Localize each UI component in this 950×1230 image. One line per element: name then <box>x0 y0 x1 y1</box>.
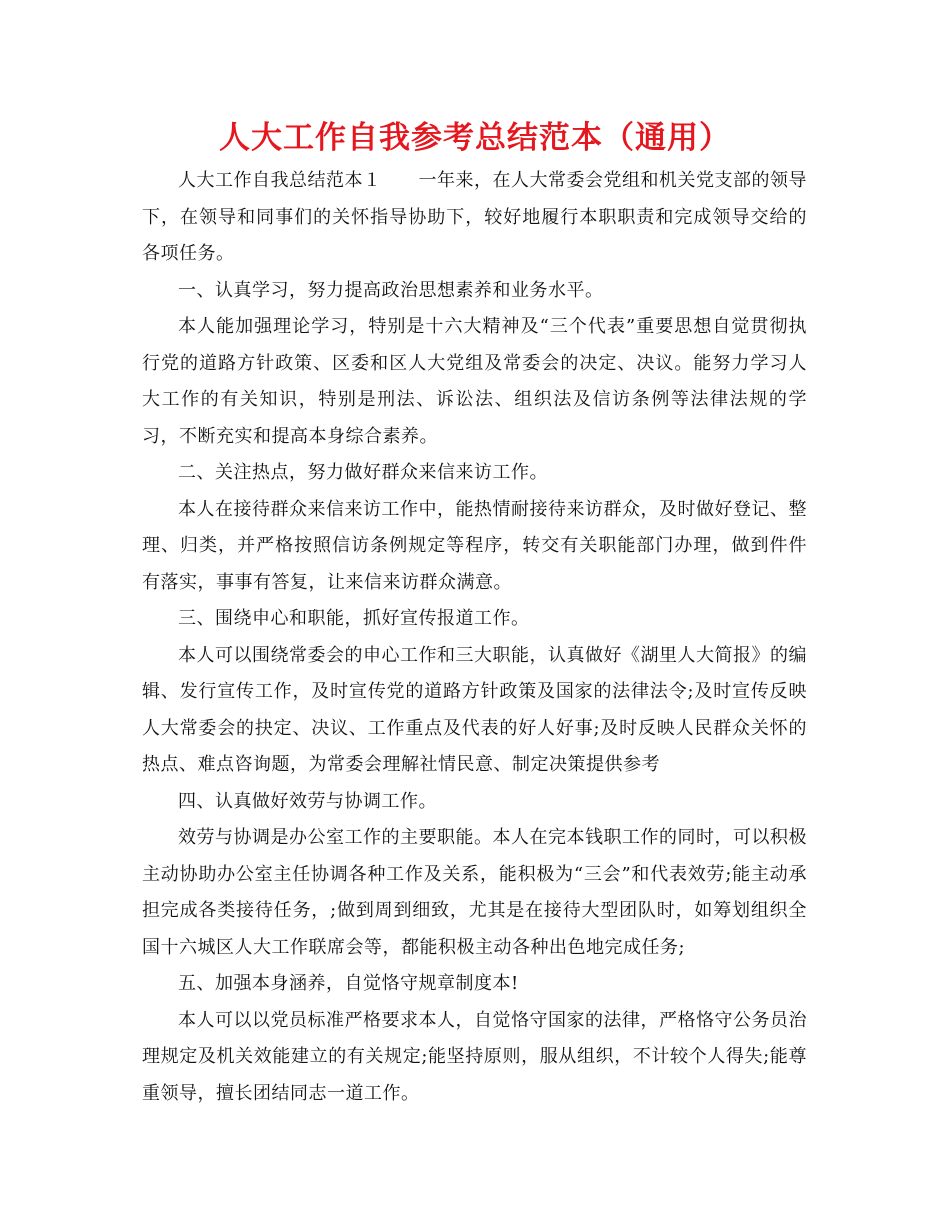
section-heading-5: 五、加强本身涵养，自觉恪守规章制度本! <box>178 973 519 994</box>
paragraph-intro: 人大工作自我总结范本１ 一年来，在人大常委会党组和机关党支部的领导下，在领导和同事们的关怀指导协助下，较好地履行本职职责和完成领导交给的各项任务。 <box>142 170 807 264</box>
paragraph-4: 效劳与协调是办公室工作的主要职能。本人在完本钱职工作的同时，可以积极主动协助办公室主任协调各种工作及关系，能积极为“三会”和代表效劳;能主动承担完成各类接待任务，;做到周到细致，尤其是在接待大型团队时，如筹划组织全国十六城区人大工作联席会等，都能积极主动各种出色地完成任务; <box>142 827 807 958</box>
paragraph-5: 本人可以以党员标准严格要求本人，自觉恪守国家的法律，严格恪守公务员治理规定及机关效能建立的有关规定;能坚持原则，服从组织，不计较个人得失;能尊重领导，擅长团结同志一道工作。 <box>142 1009 807 1104</box>
paragraph-2: 本人在接待群众来信来访工作中，能热情耐接待来访群众，及时做好登记、整理、归类，并严格按照信访条例规定等程序，转交有关职能部门办理，做到件件有落实，事事有答复，让来信来访群众满意。 <box>142 498 807 593</box>
paragraph-3: 本人可以围绕常委会的申心工作和三大职能，认真做好《湖里人大简报》的编辑、发行宣传工作，及时宣传党的道路方针政策及国家的法律法令;及时宣传反映人大常委会的抉定、决议、工作重点及代表的好人好事;及时反映人民群众关怀的热点、难点咨询题，为常委会理解社情民意、制定决策提供参考 <box>142 644 807 775</box>
section-heading-2: 二、关注热点，努力做好群众来信来访工作。 <box>178 462 548 483</box>
section-heading-1: 一、认真学习，努力提高政治思想素养和业务水平。 <box>178 279 604 301</box>
document-body <box>142 163 807 1112</box>
document-title: 人大工作自我参考总结范本（通用） <box>219 120 731 156</box>
section-heading-4: 四、认真做好效劳与协调工作。 <box>178 790 437 812</box>
paragraph-1: 本人能加强理论学习，特别是十六大精神及“三个代表”重要思想自觉贯彻执行党的道路方针政策、区委和区人大党组及常委会的决定、决议。能努力学习人大工作的有关知识，特别是刑法、诉讼法、组织法及信访条例等法律法规的学习，不断充实和提高本身综合素养。 <box>142 316 807 447</box>
section-heading-3: 三、围绕申心和职能，抓好宣传报道工作。 <box>178 608 530 629</box>
